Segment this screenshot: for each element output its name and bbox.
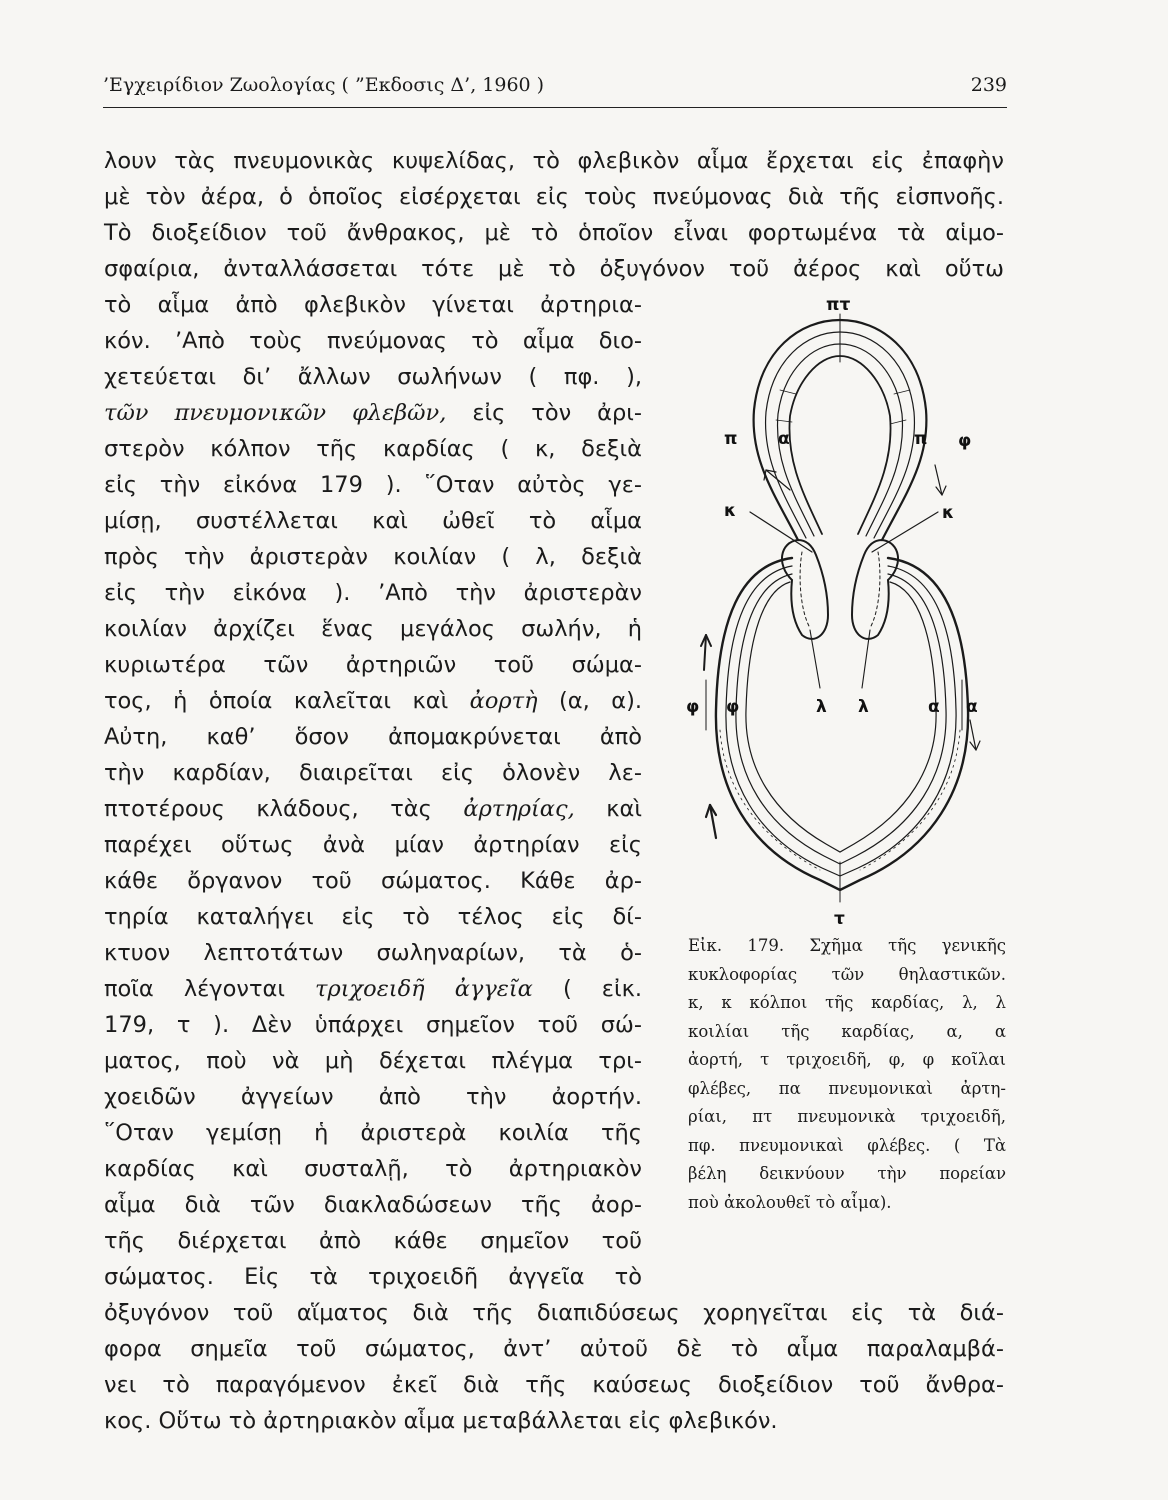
text-line: τῆς διέρχεται ἀπὸ κάθε σημεῖον τοῦ [104,1228,642,1254]
caption-line: φλέβες, πα πνευμονικαὶ ἀρτη- [688,1078,1006,1098]
caption-line: κ, κ κόλποι τῆς καρδίας, λ, λ [688,993,1006,1012]
label-f-top: φ [958,431,972,451]
text-run: (α, α). [537,688,643,714]
text-line: σώματος. Εἰς τὰ τριχοειδῆ ἀγγεῖα τὸ [104,1264,642,1290]
text-line [104,791,642,827]
text-line: μὲ τὸν ἀέρα, ὁ ὁποῖος εἰσέρχεται εἰς τοὺς πνεύμονας διὰ τῆς εἰσπνοῆς. [104,184,1004,210]
italic-term: τῶν πνευμονικῶν φλεβῶν, [104,400,447,426]
italic-term: ἀρτηρίας, [463,796,575,822]
page-number: 239 [970,74,1007,96]
text-line: εἰς τὴν εἰκόνα ). ’Απὸ τὴν ἀριστερὰν [104,580,642,606]
text-line [104,683,642,719]
text-line: μίσῃ, συστέλλεται καὶ ὠθεῖ τὸ αἷμα [104,508,642,534]
text-line: λουν τὰς πνευμονικὰς κυψελίδας, τὸ φλεβικὸν αἷμα ἔρχεται εἰς ἐπαφὴν [104,148,1004,174]
text-line: κάθε ὄργανον τοῦ σώματος. Κάθε ἀρ- [104,868,642,894]
caption-line: Εἰκ. 179. Σχῆμα τῆς γενικῆς [688,936,1006,955]
text-line [104,971,642,1007]
text-line: κόν. ’Απὸ τοὺς πνεύμονας τὸ αἷμα διο- [104,328,642,354]
text-line: κοιλίαν ἀρχίζει ἕνας μεγάλος σωλήν, ἡ [104,616,642,642]
text-run: ( εἰκ. [532,976,642,1002]
text-line: κυριωτέρα τῶν ἀρτηριῶν τοῦ σώμα- [104,652,642,678]
italic-term: ἀορτὴ [469,688,538,714]
text-run: τος, ἡ ὁποία καλεῖται καὶ [104,688,470,714]
label-l-right: λ [858,697,869,717]
text-line: τὴν καρδίαν, διαιρεῖται εἰς ὁλονὲν λε- [104,760,642,786]
figure-caption [688,932,1006,1217]
text-line: ῞Οταν γεμίσῃ ἡ ἀριστερὰ κοιλία τῆς [104,1120,642,1146]
caption-line: κοιλίαι τῆς καρδίας, α, α [688,1021,1006,1041]
text-line: τὸ αἷμα ἀπὸ φλεβικὸν γίνεται ἀρτηρια- [104,292,642,318]
text-line [104,395,642,431]
text-line: καρδίας καὶ συσταλῇ, τὸ ἀρτηριακὸν [104,1156,642,1182]
text-run: ποῖα λέγονται [104,976,316,1002]
caption-line: ποὺ ἀκολουθεῖ τὸ αἷμα). [688,1192,892,1212]
caption-line: κυκλοφορίας τῶν θηλαστικῶν. [688,964,1006,984]
label-f-left-inner: φ [726,697,740,717]
label-a-top: α [778,429,790,449]
text-line: εἰς τὴν εἰκόνα 179 ). ῞Οταν αὐτὸς γε- [104,472,642,498]
italic-term: τριχοειδῆ ἀγγεῖα [315,976,533,1002]
text-line: παρέχει οὕτως ἀνὰ μίαν ἀρτηρίαν εἰς [104,832,642,858]
text-line: αἷμα διὰ τῶν διακλαδώσεων τῆς ἀορ- [104,1192,642,1218]
caption-line: βέλη δεικνύουν τὴν πορείαν [688,1164,1006,1183]
text-run: εἰς τὸν ἀρι- [446,400,643,426]
text-line: στερὸν κόλπον τῆς καρδίας ( κ, δεξιὰ [104,436,642,462]
text-line: χοειδῶν ἀγγείων ἀπὸ τὴν ἀορτήν. [104,1084,642,1110]
label-f-left-outer: φ [686,697,700,717]
text-line: 179, τ ). Δὲν ὑπάρχει σημεῖον τοῦ σώ- [104,1012,642,1038]
text-line: φορα σημεῖα τοῦ σώματος, ἀντ’ αὐτοῦ δὲ τὸ αἷμα παραλαμβά- [104,1336,1004,1362]
text-line: τηρία καταλήγει εἰς τὸ τέλος εἰς δί- [104,904,642,930]
text-line: χετεύεται δι’ ἄλλων σωλήνων ( πφ. ), [104,364,642,390]
label-p-left: π [724,429,738,449]
label-a-right-outer: α [966,697,978,717]
text-line: ματος, ποὺ νὰ μὴ δέχεται πλέγμα τρι- [104,1048,642,1074]
caption-line: πφ. πνευμονικαὶ φλέβες. ( Τὰ [688,1135,1006,1155]
running-header [103,74,1007,104]
circulation-diagram [680,290,1000,930]
label-k-right: κ [942,503,955,523]
text-line: πρὸς τὴν ἀριστερὰν κοιλίαν ( λ, δεξιὰ [104,544,642,570]
caption-line: ἀορτή, τ τριχοειδῆ, φ, φ κοῖλαι [688,1050,1006,1069]
text-run: πτοτέρους κλάδους, τὰς [104,796,464,822]
text-line: ὀξυγόνον τοῦ αἵματος διὰ τῆς διαπιδύσεως χορηγεῖται εἰς τὰ διά- [104,1300,1004,1326]
text-line: σφαίρια, ἀνταλλάσσεται τότε μὲ τὸ ὀξυγόνον τοῦ ἀέρος καὶ οὕτω [104,256,1004,282]
label-pt: πτ [826,295,851,315]
label-p-right: π [914,429,928,449]
text-line: Αὐτη, καθ’ ὅσον ἀπομακρύνεται ἀπὸ [104,724,642,750]
label-a-right-inner: α [928,697,940,717]
book-title: ’Εγχειρίδιον Ζωολογίας ( ”Εκδοσις Δ’, 1960 ) [103,74,545,96]
label-l-left: λ [816,697,827,717]
header-rule [103,107,1007,108]
caption-line: ρίαι, πτ πνευμονικὰ τριχοειδῆ, [688,1107,1006,1126]
text-line: κος. Οὕτω τὸ ἀρτηριακὸν αἷμα μεταβάλλεται εἰς φλεβικόν. [104,1408,778,1434]
text-line: νει τὸ παραγόμενον ἐκεῖ διὰ τῆς καύσεως διοξείδιον τοῦ ἄνθρα- [104,1372,1004,1398]
text-line: Τὸ διοξείδιον τοῦ ἄνθρακος, μὲ τὸ ὁποῖον εἶναι φορτωμένα τὰ αἱμο- [104,220,1004,246]
label-t: τ [834,909,845,929]
label-k-left: κ [724,501,737,521]
text-run: καὶ [574,796,643,822]
text-line: κτυον λεπτοτάτων σωληναρίων, τὰ ὁ- [104,940,642,966]
